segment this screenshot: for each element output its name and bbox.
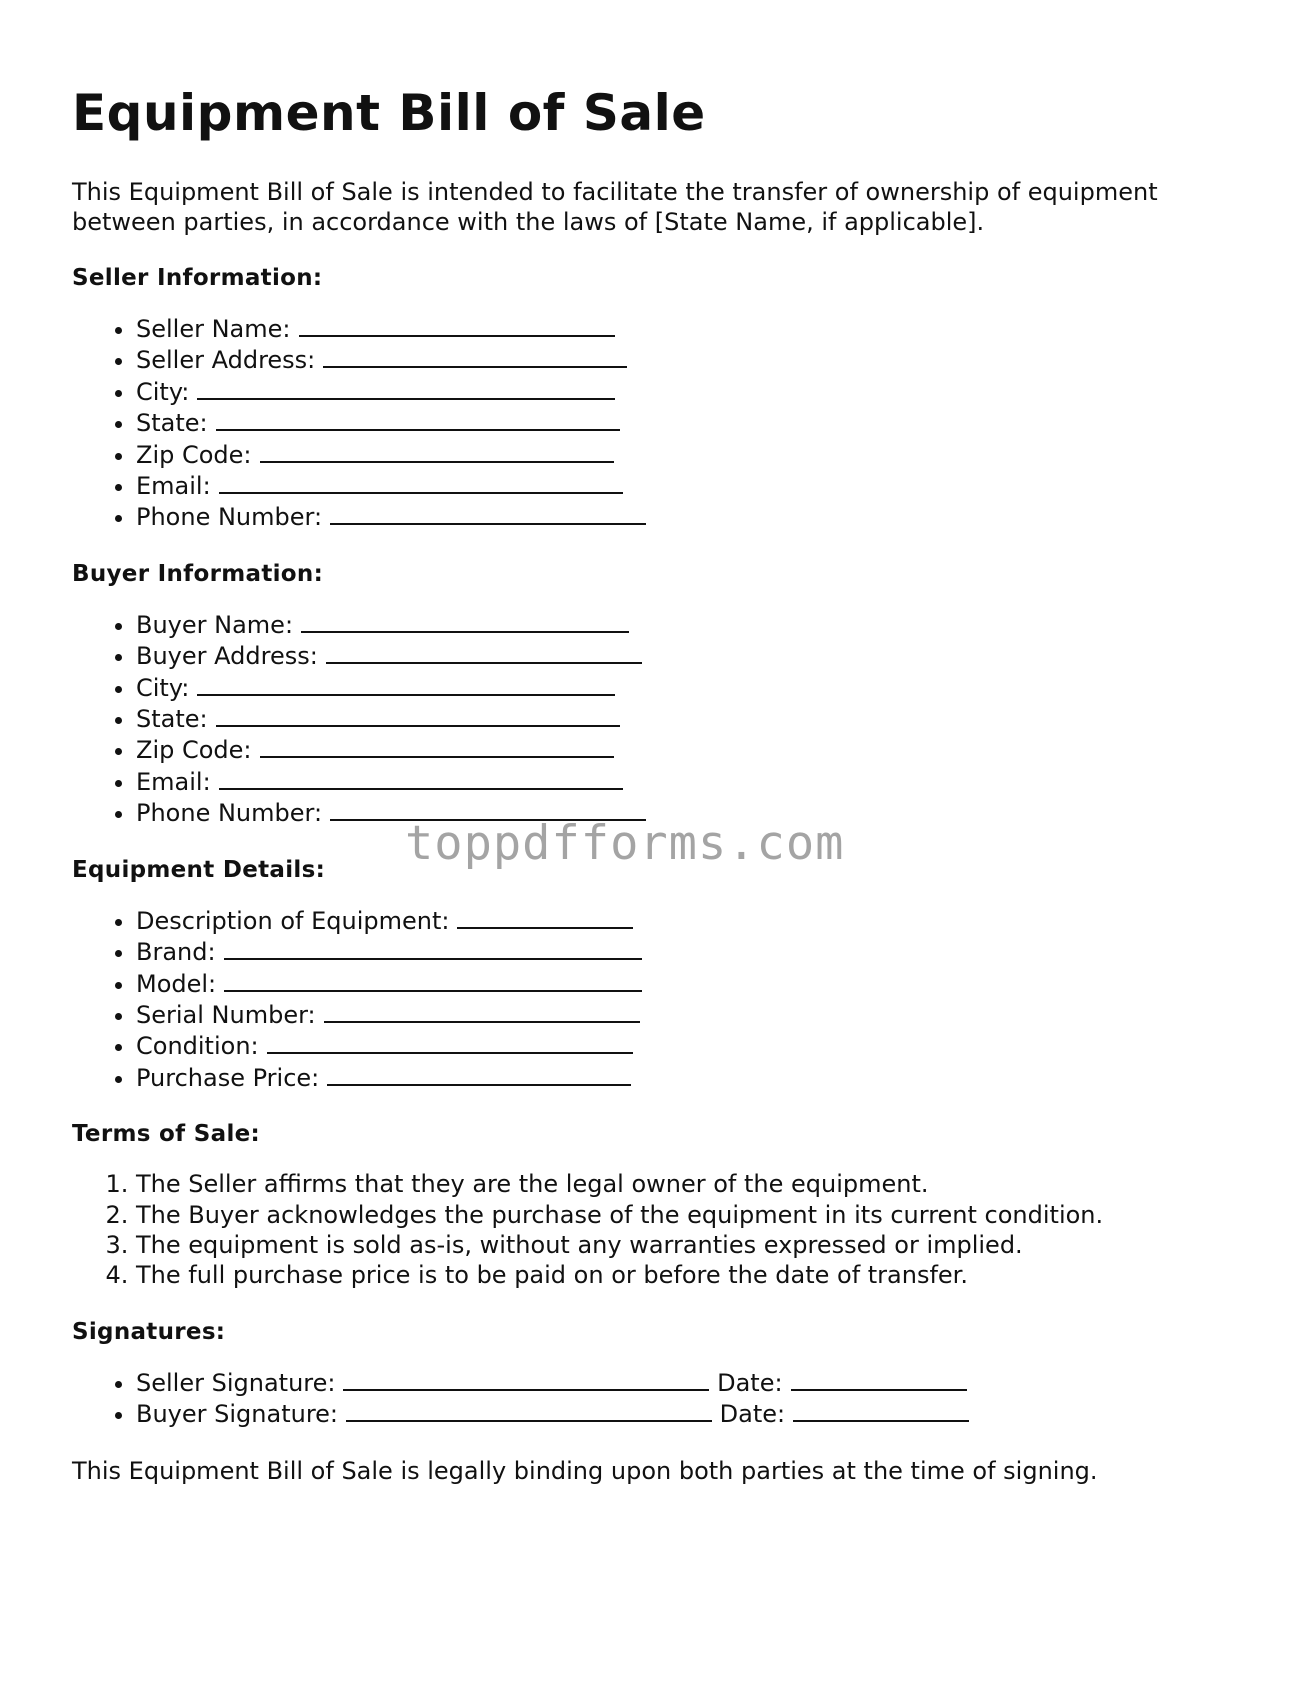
date-label: Date: [719, 1400, 786, 1429]
form-field [136, 905, 1252, 936]
field-label: Model: [136, 969, 217, 998]
field-label: Phone Number: [136, 503, 323, 532]
field-label: Phone Number: [136, 799, 323, 828]
form-field [136, 501, 1252, 532]
form-field [136, 999, 1252, 1030]
blank-line[interactable] [323, 344, 627, 368]
form-field [136, 703, 1252, 734]
field-label: State: [136, 409, 208, 438]
form-field [136, 1030, 1252, 1061]
buyer-heading: Buyer Information: [72, 560, 324, 587]
blank-line[interactable] [197, 376, 615, 400]
field-label: Description of Equipment: [136, 906, 450, 935]
form-field [136, 766, 1252, 797]
form-field [136, 344, 1252, 375]
blank-line[interactable] [324, 999, 640, 1023]
form-field [136, 640, 1252, 671]
blank-line[interactable] [219, 766, 623, 790]
field-label: Seller Signature: [136, 1368, 336, 1397]
blank-line[interactable] [216, 703, 620, 727]
form-field [136, 313, 1252, 344]
field-label: City: [136, 377, 190, 406]
intro-paragraph: This Equipment Bill of Sale is intended to facilitate the transfer of ownership of equipment between parties, in accordance with the laws of [State Name, if applicable]. [72, 178, 1158, 236]
watermark: toppdfforms.com [405, 816, 845, 871]
closing-paragraph: This Equipment Bill of Sale is legally binding upon both parties at the time of signing. [72, 1456, 1098, 1485]
blank-line[interactable] [224, 968, 642, 992]
form-field [136, 376, 1252, 407]
seller-signature-line[interactable] [343, 1367, 709, 1391]
field-label: Email: [136, 767, 211, 796]
blank-line[interactable] [224, 936, 642, 960]
blank-line[interactable] [330, 501, 646, 525]
field-label: Brand: [136, 938, 216, 967]
form-field [136, 609, 1252, 640]
field-label: Buyer Address: [136, 642, 318, 671]
terms-list [72, 1169, 1252, 1291]
page-title: Equipment Bill of Sale [72, 84, 706, 142]
form-field [136, 407, 1252, 438]
blank-line[interactable] [197, 672, 615, 696]
field-label: Serial Number: [136, 1000, 316, 1029]
buyer-date-line[interactable] [793, 1398, 969, 1422]
field-label: City: [136, 673, 190, 702]
list-item: 2. The Buyer acknowledges the purchase of the equipment in its current condition. [136, 1200, 1252, 1230]
blank-line[interactable] [301, 609, 629, 633]
list-item: 1. The Seller affirms that they are the legal owner of the equipment. [136, 1169, 1252, 1199]
blank-line[interactable] [260, 439, 614, 463]
blank-line[interactable] [327, 1062, 631, 1086]
terms-heading: Terms of Sale: [72, 1121, 261, 1148]
field-label: Condition: [136, 1032, 259, 1061]
field-label: Email: [136, 472, 211, 501]
form-field [136, 734, 1252, 765]
form-field [136, 470, 1252, 501]
blank-line[interactable] [326, 640, 642, 664]
form-field [136, 1062, 1252, 1093]
seller-heading: Seller Information: [72, 265, 323, 291]
date-label: Date: [717, 1368, 783, 1397]
blank-line[interactable] [216, 407, 620, 431]
blank-line[interactable] [219, 470, 623, 494]
field-label: Zip Code: [136, 440, 252, 469]
blank-line[interactable] [260, 734, 614, 758]
equipment-heading: Equipment Details: [72, 856, 326, 883]
form-field [136, 1398, 1252, 1429]
seller-date-line[interactable] [791, 1367, 967, 1391]
form-field [136, 1367, 1252, 1398]
equipment-fields [72, 905, 1252, 1093]
seller-fields [72, 313, 1252, 533]
field-label: Buyer Signature: [136, 1400, 339, 1429]
field-label: Buyer Name: [136, 610, 294, 639]
form-field [136, 439, 1252, 470]
buyer-signature-line[interactable] [346, 1398, 712, 1422]
blank-line[interactable] [299, 313, 615, 337]
field-label: Seller Name: [136, 315, 291, 343]
list-item: 4. The full purchase price is to be paid on or before the date of transfer. [136, 1260, 1252, 1290]
document-page [72, 86, 1252, 1486]
field-label: Seller Address: [136, 346, 316, 375]
form-field [136, 672, 1252, 703]
blank-line[interactable] [457, 905, 633, 929]
form-field [136, 936, 1252, 967]
blank-line[interactable] [267, 1030, 633, 1054]
signature-fields [72, 1367, 1252, 1430]
field-label: Purchase Price: [136, 1063, 320, 1092]
buyer-fields [72, 609, 1252, 829]
form-field [136, 968, 1252, 999]
field-label: Zip Code: [136, 736, 252, 765]
field-label: State: [136, 705, 208, 734]
list-item: 3. The equipment is sold as-is, without any warranties expressed or implied. [136, 1230, 1252, 1260]
signatures-heading: Signatures: [72, 1318, 226, 1345]
